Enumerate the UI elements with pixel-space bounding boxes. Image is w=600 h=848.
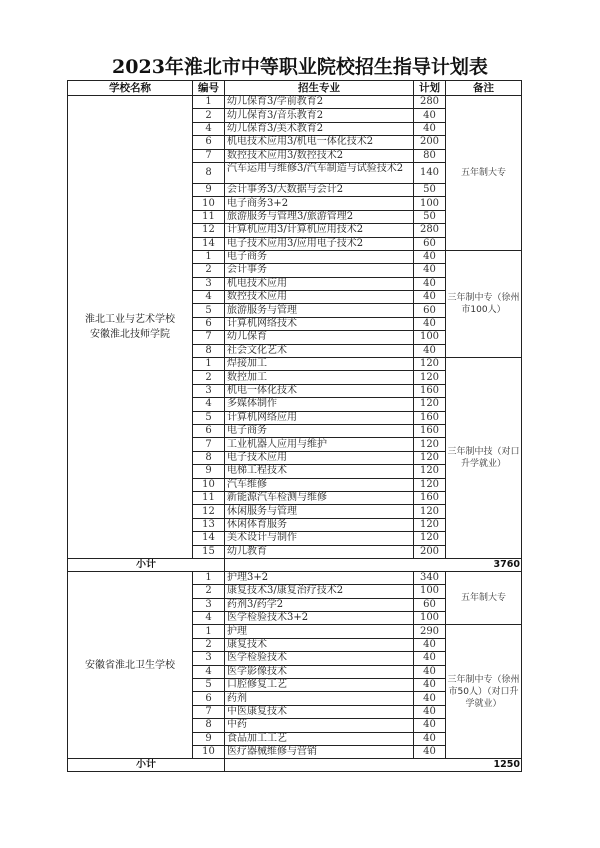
row-plan: 40 <box>414 122 446 135</box>
row-number: 10 <box>193 478 225 491</box>
row-plan: 40 <box>414 264 446 277</box>
enrollment-plan-table <box>67 80 522 772</box>
row-major: 电子技术应用3/应用电子技术2 <box>225 237 414 250</box>
row-number: 8 <box>193 344 225 357</box>
row-plan: 100 <box>414 612 446 625</box>
row-major: 新能源汽车检测与维修 <box>225 491 414 504</box>
row-major: 社会文化艺术 <box>225 344 414 357</box>
row-number: 1 <box>193 571 225 584</box>
table-body <box>68 96 522 772</box>
row-major: 机电技术应用3/机电一体化技术2 <box>225 136 414 149</box>
row-plan: 60 <box>414 304 446 317</box>
row-plan: 100 <box>414 585 446 598</box>
school-name-line: 安徽省淮北卫生学校 <box>85 659 175 671</box>
row-plan: 280 <box>414 224 446 237</box>
row-number: 3 <box>193 277 225 290</box>
row-number: 1 <box>193 250 225 263</box>
header-remark: 备注 <box>446 81 522 96</box>
row-plan: 40 <box>414 277 446 290</box>
row-number: 10 <box>193 745 225 758</box>
row-number: 10 <box>193 197 225 210</box>
row-plan: 100 <box>414 331 446 344</box>
row-major: 计算机网络应用 <box>225 411 414 424</box>
row-number: 3 <box>193 598 225 611</box>
school-name-line: 淮北工业与艺术学校 <box>85 313 175 325</box>
row-major: 电梯工程技术 <box>225 465 414 478</box>
row-plan: 40 <box>414 344 446 357</box>
subtotal-value: 3760 <box>225 558 522 571</box>
row-plan: 40 <box>414 665 446 678</box>
page-title: 2023年淮北市中等职业院校招生指导计划表 <box>112 56 488 78</box>
row-major: 药剂 <box>225 692 414 705</box>
row-number: 2 <box>193 371 225 384</box>
row-number: 1 <box>193 625 225 638</box>
row-number: 12 <box>193 505 225 518</box>
row-plan: 120 <box>414 505 446 518</box>
school-name-cell <box>68 571 193 758</box>
row-number: 2 <box>193 109 225 122</box>
table-header-row <box>68 81 522 96</box>
subtotal-label: 小计 <box>68 759 225 772</box>
row-major: 幼儿教育 <box>225 545 414 558</box>
row-number: 7 <box>193 438 225 451</box>
row-plan: 40 <box>414 745 446 758</box>
header-plan: 计划 <box>414 81 446 96</box>
row-plan: 160 <box>414 424 446 437</box>
school-name-line: 安徽淮北技师学院 <box>90 328 170 340</box>
row-plan: 160 <box>414 491 446 504</box>
row-number: 9 <box>193 465 225 478</box>
row-number: 2 <box>193 264 225 277</box>
header-school-name: 学校名称 <box>68 81 193 96</box>
row-major: 药剂3/药学2 <box>225 598 414 611</box>
row-number: 7 <box>193 331 225 344</box>
row-plan: 40 <box>414 109 446 122</box>
remark-cell: 三年制中技（对口升学就业） <box>446 358 522 559</box>
row-major: 幼儿保育 <box>225 331 414 344</box>
row-major: 医疗器械维修与营销 <box>225 745 414 758</box>
row-major: 口腔修复工艺 <box>225 679 414 692</box>
row-major: 医学检验技术3+2 <box>225 612 414 625</box>
row-number: 7 <box>193 149 225 162</box>
header-number: 编号 <box>193 81 225 96</box>
row-number: 4 <box>193 665 225 678</box>
row-major: 焊接加工 <box>225 358 414 371</box>
row-major: 工业机器人应用与维护 <box>225 438 414 451</box>
row-plan: 40 <box>414 250 446 263</box>
row-major: 计算机应用3/计算机应用技术2 <box>225 224 414 237</box>
row-number: 2 <box>193 585 225 598</box>
row-major: 旅游服务与管理 <box>225 304 414 317</box>
subtotal-row <box>68 759 522 772</box>
row-number: 4 <box>193 291 225 304</box>
row-number: 8 <box>193 162 225 183</box>
row-plan: 40 <box>414 679 446 692</box>
row-plan: 40 <box>414 652 446 665</box>
row-plan: 40 <box>414 638 446 651</box>
row-major: 休闲服务与管理 <box>225 505 414 518</box>
row-major: 电子商务3+2 <box>225 197 414 210</box>
row-plan: 40 <box>414 692 446 705</box>
row-major: 中药 <box>225 719 414 732</box>
row-number: 5 <box>193 304 225 317</box>
row-plan: 120 <box>414 465 446 478</box>
row-plan: 160 <box>414 384 446 397</box>
row-major: 电子技术应用 <box>225 451 414 464</box>
row-major: 机电技术应用 <box>225 277 414 290</box>
row-plan: 340 <box>414 571 446 584</box>
row-major: 幼儿保育3/学前教育2 <box>225 96 414 109</box>
row-major: 幼儿保育3/音乐教育2 <box>225 109 414 122</box>
row-number: 6 <box>193 136 225 149</box>
row-plan: 40 <box>414 732 446 745</box>
row-plan: 120 <box>414 532 446 545</box>
row-plan: 50 <box>414 183 446 196</box>
row-major: 数控技术应用3/数控技术2 <box>225 149 414 162</box>
row-number: 6 <box>193 692 225 705</box>
row-major: 休闲体育服务 <box>225 518 414 531</box>
row-major: 数控技术应用 <box>225 291 414 304</box>
row-number: 9 <box>193 183 225 196</box>
subtotal-value: 1250 <box>225 759 522 772</box>
row-plan: 120 <box>414 518 446 531</box>
row-plan: 50 <box>414 210 446 223</box>
row-plan: 120 <box>414 451 446 464</box>
row-plan: 40 <box>414 719 446 732</box>
row-number: 7 <box>193 705 225 718</box>
row-number: 6 <box>193 424 225 437</box>
row-plan: 120 <box>414 371 446 384</box>
row-major: 护理 <box>225 625 414 638</box>
row-number: 8 <box>193 451 225 464</box>
row-number: 3 <box>193 384 225 397</box>
row-number: 11 <box>193 210 225 223</box>
row-major: 中医康复技术 <box>225 705 414 718</box>
row-major: 电子商务 <box>225 250 414 263</box>
remark-cell: 三年制中专（徐州市50人）（对口升学就业） <box>446 625 522 759</box>
row-plan: 160 <box>414 411 446 424</box>
row-major: 医学检验技术 <box>225 652 414 665</box>
row-major: 数控加工 <box>225 371 414 384</box>
table-row <box>68 96 522 109</box>
row-number: 9 <box>193 732 225 745</box>
row-number: 4 <box>193 398 225 411</box>
row-major: 康复技术 <box>225 638 414 651</box>
row-number: 14 <box>193 532 225 545</box>
row-major: 护理3+2 <box>225 571 414 584</box>
row-major: 康复技术3/康复治疗技术2 <box>225 585 414 598</box>
row-number: 3 <box>193 652 225 665</box>
row-number: 13 <box>193 518 225 531</box>
row-number: 11 <box>193 491 225 504</box>
row-major: 电子商务 <box>225 424 414 437</box>
row-number: 15 <box>193 545 225 558</box>
row-plan: 40 <box>414 291 446 304</box>
row-major: 旅游服务与管理3/旅游管理2 <box>225 210 414 223</box>
row-plan: 200 <box>414 545 446 558</box>
row-major: 美术设计与制作 <box>225 532 414 545</box>
subtotal-row <box>68 558 522 571</box>
row-plan: 120 <box>414 438 446 451</box>
row-plan: 40 <box>414 317 446 330</box>
row-number: 4 <box>193 122 225 135</box>
row-major: 医学影像技术 <box>225 665 414 678</box>
row-plan: 280 <box>414 96 446 109</box>
row-number: 12 <box>193 224 225 237</box>
remark-cell: 三年制中专（徐州市100人） <box>446 250 522 357</box>
row-number: 5 <box>193 679 225 692</box>
row-major: 幼儿保育3/美术教育2 <box>225 122 414 135</box>
row-number: 4 <box>193 612 225 625</box>
row-number: 2 <box>193 638 225 651</box>
remark-cell: 五年制大专 <box>446 571 522 625</box>
row-major: 汽车运用与维修3/汽车制造与试验技术2 <box>225 162 414 183</box>
row-plan: 80 <box>414 149 446 162</box>
school-name-cell <box>68 96 193 559</box>
row-plan: 60 <box>414 237 446 250</box>
row-number: 1 <box>193 358 225 371</box>
row-number: 14 <box>193 237 225 250</box>
row-plan: 200 <box>414 136 446 149</box>
row-number: 8 <box>193 719 225 732</box>
row-major: 会计事务3/大数据与会计2 <box>225 183 414 196</box>
header-major: 招生专业 <box>225 81 414 96</box>
row-major: 多媒体制作 <box>225 398 414 411</box>
row-number: 5 <box>193 411 225 424</box>
table-row <box>68 571 522 584</box>
row-major: 机电一体化技术 <box>225 384 414 397</box>
row-plan: 60 <box>414 598 446 611</box>
subtotal-label: 小计 <box>68 558 225 571</box>
row-major: 食品加工工艺 <box>225 732 414 745</box>
row-plan: 290 <box>414 625 446 638</box>
row-plan: 120 <box>414 478 446 491</box>
row-plan: 40 <box>414 705 446 718</box>
row-plan: 140 <box>414 162 446 183</box>
row-major: 会计事务 <box>225 264 414 277</box>
row-plan: 120 <box>414 398 446 411</box>
row-major: 汽车维修 <box>225 478 414 491</box>
row-major: 计算机网络技术 <box>225 317 414 330</box>
row-number: 6 <box>193 317 225 330</box>
remark-cell: 五年制大专 <box>446 96 522 251</box>
row-plan: 120 <box>414 358 446 371</box>
row-plan: 100 <box>414 197 446 210</box>
row-number: 1 <box>193 96 225 109</box>
